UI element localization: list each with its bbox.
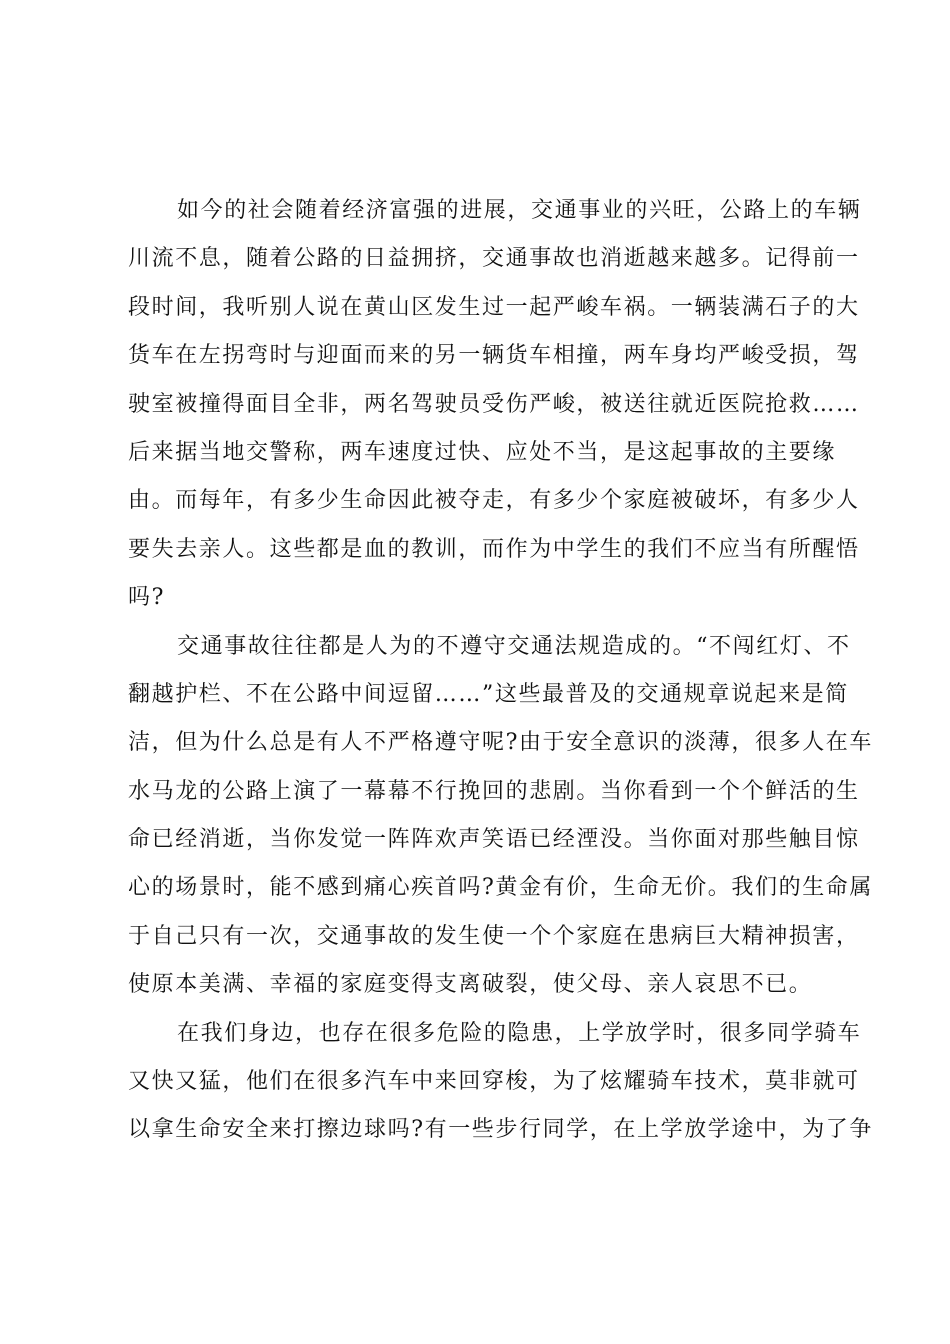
paragraph-line: 驶室被撞得面目全非，两名驾驶员受伤严峻，被送往就近医院抢救…… — [128, 391, 860, 417]
paragraph-line: 翻越护栏、不在公路中间逗留……”这些最普及的交通规章说起来是简 — [128, 681, 849, 707]
paragraph-line: 吗? — [128, 585, 165, 611]
paragraph-line: 使原本美满、幸福的家庭变得支离破裂，使父母、亲人哀思不已。 — [128, 972, 813, 998]
paragraph-2 — [128, 623, 873, 1010]
document-body — [128, 187, 873, 1155]
paragraph-line: 货车在左拐弯时与迎面而来的另一辆货车相撞，两车身均严峻受损，驾 — [128, 343, 860, 369]
paragraph-line: 于自己只有一次，交通事故的发生使一个个家庭在患病巨大精神损害， — [128, 923, 860, 949]
paragraph-3 — [128, 1010, 873, 1155]
paragraph-line: 洁，但为什么总是有人不严格遵守呢?由于安全意识的淡薄，很多人在车 — [128, 730, 873, 756]
paragraph-line: 水马龙的公路上演了一幕幕不行挽回的悲剧。当你看到一个个鲜活的生 — [128, 778, 860, 804]
paragraph-line: 心的场景时，能不感到痛心疾首吗?黄金有价，生命无价。我们的生命属 — [128, 875, 873, 901]
paragraph-line: 命已经消逝，当你发觉一阵阵欢声笑语已经湮没。当你面对那些触目惊 — [128, 827, 860, 853]
paragraph-line: 又快又猛，他们在很多汽车中来回穿梭，为了炫耀骑车技术，莫非就可 — [128, 1069, 860, 1095]
paragraph-line: 交通事故往往都是人为的不遵守交通法规造成的。“不闯红灯、不 — [177, 633, 851, 659]
paragraph-line: 川流不息，随着公路的日益拥挤，交通事故也消逝越来越多。记得前一 — [128, 246, 860, 272]
paragraph-line: 段时间，我听别人说在黄山区发生过一起严峻车祸。一辆装满石子的大 — [128, 294, 860, 320]
paragraph-line: 以拿生命安全来打擦边球吗?有一些步行同学，在上学放学途中，为了争 — [128, 1117, 873, 1143]
paragraph-1 — [128, 187, 862, 623]
paragraph-line: 要失去亲人。这些都是血的教训，而作为中学生的我们不应当有所醒悟 — [128, 536, 860, 562]
paragraph-line: 如今的社会随着经济富强的进展，交通事业的兴旺，公路上的车辆 — [177, 198, 862, 223]
paragraph-line: 后来据当地交警称，两车速度过快、应处不当，是这起事故的主要缘 — [128, 439, 837, 465]
paragraph-line: 在我们身边，也存在很多危险的隐患，上学放学时，很多同学骑车 — [177, 1020, 862, 1046]
paragraph-line: 由。而每年，有多少生命因此被夺走，有多少个家庭被破坏，有多少人 — [128, 488, 860, 514]
